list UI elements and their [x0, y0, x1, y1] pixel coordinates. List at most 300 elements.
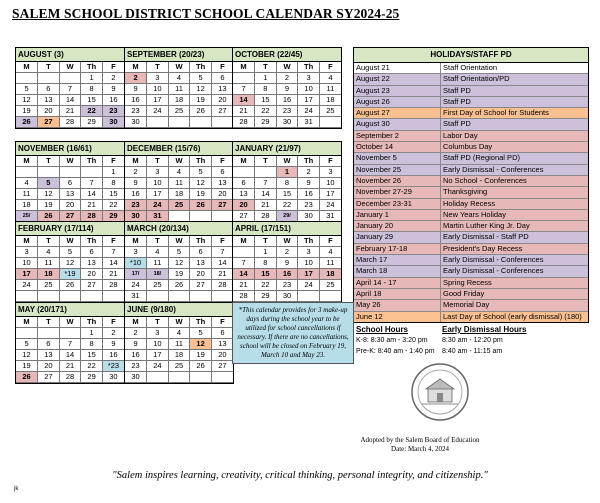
day-cell: *19	[59, 269, 81, 280]
day-cell	[233, 247, 255, 258]
day-cell: 6	[59, 178, 81, 189]
holiday-event: Staff PD	[443, 96, 471, 106]
day-cell: 16	[102, 350, 124, 361]
day-cell: 28	[255, 211, 277, 222]
day-cell: 16	[276, 269, 298, 280]
day-cell: 19	[38, 200, 60, 211]
day-cell: 27	[38, 117, 60, 128]
month-calendar	[15, 302, 125, 384]
weekday-label: F	[102, 317, 124, 328]
day-cell: 25/	[16, 211, 38, 222]
holiday-date: May 26	[354, 300, 441, 310]
month-header: MAY (20/171)	[16, 303, 124, 317]
town-seal-image	[410, 362, 470, 422]
holiday-date: November 25	[354, 165, 441, 175]
day-cell: 5	[190, 73, 212, 84]
day-cell: 3	[319, 167, 341, 178]
weekday-label: M	[16, 236, 38, 247]
day-cell: 22	[255, 280, 277, 291]
day-cell: 23	[276, 280, 298, 291]
holiday-date: August 22	[354, 74, 441, 84]
weekday-label: F	[211, 236, 233, 247]
month-header: SEPTEMBER (20/23)	[125, 48, 233, 62]
day-cell: 24	[16, 280, 38, 291]
day-cell: 7	[59, 339, 81, 350]
day-cell: 9	[125, 339, 147, 350]
day-cell: 4	[168, 167, 190, 178]
day-cell: 30	[125, 372, 147, 383]
day-cell: 11	[147, 258, 169, 269]
holiday-event: Early Dismissal - Conferences	[443, 255, 544, 265]
school-hours-k8: K-8: 8:30 am - 3:20 pm	[356, 337, 428, 344]
early-dismissal-prek: 8:40 am - 11:15 am	[442, 348, 503, 355]
day-cell: 10	[147, 339, 169, 350]
day-cell: 23	[125, 200, 147, 211]
day-cell: *10	[125, 258, 147, 269]
day-cell: 13	[38, 350, 60, 361]
holiday-date: August 21	[354, 63, 441, 73]
day-cell: 24	[147, 361, 169, 372]
day-cell: 28	[211, 280, 233, 291]
day-cell: 19	[16, 361, 38, 372]
day-cell: 4	[319, 247, 341, 258]
holidays-table	[353, 47, 589, 323]
day-cell: 20	[59, 200, 81, 211]
day-cell: 31	[125, 291, 147, 302]
weekday-label: W	[168, 156, 190, 167]
weekday-label: M	[125, 317, 147, 328]
weekday-label: F	[211, 62, 233, 73]
day-cell: 21	[102, 269, 124, 280]
weekday-label: T	[147, 317, 169, 328]
month-header: AUGUST (3)	[16, 48, 124, 62]
weekday-label: F	[319, 62, 341, 73]
weekday-label: F	[211, 156, 233, 167]
holiday-row	[354, 300, 588, 311]
holiday-row	[354, 97, 588, 108]
school-hours-prek: Pre-K: 8:40 am - 1:40 pm	[356, 348, 435, 355]
day-cell: 12	[190, 84, 212, 95]
day-cell: 7	[233, 258, 255, 269]
day-cell: 16	[125, 189, 147, 200]
day-cell: 27	[211, 361, 233, 372]
mission-quote: "Salem inspires learning, creativity, critical thinking, personal integrity, and citizenship."	[112, 470, 488, 481]
holiday-row	[354, 199, 588, 210]
holiday-event: Last Day of School (early dismissal) (180)	[443, 311, 582, 321]
day-cell: 15	[276, 189, 298, 200]
day-cell: 4	[16, 178, 38, 189]
day-cell: 24	[298, 106, 320, 117]
day-cell: 5	[59, 247, 81, 258]
month-calendar	[124, 47, 234, 129]
weekday-label: Th	[190, 156, 212, 167]
holiday-row	[354, 86, 588, 97]
day-cell: 18	[319, 95, 341, 106]
holiday-event: Thanksgiving	[443, 187, 488, 197]
day-cell	[211, 372, 233, 383]
day-cell	[81, 167, 103, 178]
month-header: FEBRUARY (17/114)	[16, 222, 124, 236]
day-cell: 24	[125, 280, 147, 291]
day-cell: 21	[255, 200, 277, 211]
holiday-date: March 17	[354, 255, 441, 265]
day-cell	[38, 328, 60, 339]
holiday-event: Columbus Day	[443, 142, 493, 152]
month-header: JANUARY (21/97)	[233, 142, 341, 156]
day-cell: 23	[125, 106, 147, 117]
day-cell: 16	[276, 95, 298, 106]
day-cell: 9	[276, 258, 298, 269]
day-cell: 12	[190, 178, 212, 189]
day-cell: 11	[168, 339, 190, 350]
holiday-date: August 30	[354, 119, 441, 129]
day-cell: 12	[168, 258, 190, 269]
day-cell: 6	[81, 247, 103, 258]
day-cell: 11	[168, 84, 190, 95]
weekday-label: Th	[190, 236, 212, 247]
day-cell: 2	[276, 247, 298, 258]
day-cell: 28	[59, 372, 81, 383]
day-cell: 14	[102, 258, 124, 269]
holiday-event: New Years Holiday	[443, 209, 506, 219]
day-cell: 16	[102, 95, 124, 106]
day-cell: 11	[38, 258, 60, 269]
day-cell: 24	[298, 280, 320, 291]
day-cell	[168, 291, 190, 302]
holiday-event: Staff PD	[443, 119, 471, 129]
holiday-event: Martin Luther King Jr. Day	[443, 221, 530, 231]
day-cell: 21	[59, 361, 81, 372]
day-cell: 5	[16, 339, 38, 350]
day-cell: 26	[190, 200, 212, 211]
holiday-row	[354, 312, 588, 322]
early-dismissal-heading: Early Dismissal Hours	[442, 325, 527, 334]
weekday-label: T	[38, 156, 60, 167]
holiday-event: Early Dismissal - Staff PD	[443, 232, 529, 242]
day-cell: 19	[190, 350, 212, 361]
day-cell: 29	[102, 211, 124, 222]
weekday-label: M	[125, 62, 147, 73]
weekday-label: W	[276, 156, 298, 167]
weekday-label: W	[168, 62, 190, 73]
day-cell: 3	[147, 167, 169, 178]
day-cell: 2	[276, 73, 298, 84]
weekday-label: Th	[298, 156, 320, 167]
day-cell: 25	[168, 106, 190, 117]
page-title: SALEM SCHOOL DISTRICT SCHOOL CALENDAR SY2024-25	[12, 6, 400, 21]
day-cell: 10	[319, 178, 341, 189]
day-cell: 26	[16, 117, 38, 128]
day-cell	[102, 291, 124, 302]
holiday-date: October 14	[354, 142, 441, 152]
day-cell: 1	[102, 167, 124, 178]
holiday-event: Staff Orientation	[443, 63, 498, 72]
day-cell: 23	[102, 106, 124, 117]
weekday-label: Th	[81, 156, 103, 167]
holiday-event: No School - Conferences	[443, 175, 527, 185]
weekday-label: M	[125, 236, 147, 247]
day-cell: *23	[102, 361, 124, 372]
holiday-row	[354, 176, 588, 187]
day-cell: 14	[211, 258, 233, 269]
weekday-label: Th	[81, 236, 103, 247]
holiday-row	[354, 142, 588, 153]
day-cell: 10	[298, 258, 320, 269]
holiday-row	[354, 210, 588, 221]
weekday-label: M	[16, 156, 38, 167]
day-cell: 5	[190, 328, 212, 339]
day-cell: 17	[147, 189, 169, 200]
day-cell: 6	[211, 167, 233, 178]
holiday-date: January 29	[354, 232, 441, 242]
day-cell: 16	[125, 350, 147, 361]
day-cell: 1	[255, 247, 277, 258]
day-cell: 23	[276, 106, 298, 117]
day-cell: 6	[38, 84, 60, 95]
day-cell	[190, 211, 212, 222]
day-cell: 25	[168, 361, 190, 372]
day-cell: 29/	[276, 211, 298, 222]
day-cell: 3	[147, 73, 169, 84]
day-cell: 27	[190, 280, 212, 291]
day-cell	[147, 291, 169, 302]
day-cell: 29	[255, 117, 277, 128]
day-cell: 30	[102, 117, 124, 128]
day-cell: 13	[81, 258, 103, 269]
weekday-label: M	[233, 236, 255, 247]
holiday-event: Memorial Day	[443, 300, 490, 310]
day-cell: 30	[125, 211, 147, 222]
holiday-date: January 1	[354, 210, 441, 220]
day-cell: 27	[81, 280, 103, 291]
day-cell: 8	[81, 339, 103, 350]
day-cell	[81, 291, 103, 302]
day-cell: 4	[38, 247, 60, 258]
day-cell: 20	[211, 350, 233, 361]
day-cell: 24	[147, 106, 169, 117]
day-cell	[298, 291, 320, 302]
day-cell: 26	[16, 372, 38, 383]
day-cell: 15	[255, 269, 277, 280]
day-cell: 6	[38, 339, 60, 350]
holiday-event: Staff PD	[443, 85, 471, 95]
weekday-label: F	[102, 236, 124, 247]
day-cell: 26	[190, 361, 212, 372]
holiday-row	[354, 108, 588, 119]
day-cell	[38, 291, 60, 302]
holiday-date: November 5	[354, 153, 441, 163]
day-cell	[233, 73, 255, 84]
day-cell: 17	[298, 95, 320, 106]
day-cell: 12	[59, 258, 81, 269]
weekday-label: T	[147, 236, 169, 247]
day-cell: 3	[125, 247, 147, 258]
holidays-header: HOLIDAYS/STAFF PD	[354, 48, 588, 63]
day-cell: 18	[16, 200, 38, 211]
day-cell: 30	[125, 117, 147, 128]
day-cell: 8	[102, 178, 124, 189]
holiday-row	[354, 119, 588, 130]
day-cell: 26	[38, 211, 60, 222]
holiday-row	[354, 153, 588, 164]
day-cell: 3	[298, 247, 320, 258]
day-cell: 18	[319, 269, 341, 280]
day-cell: 27	[233, 211, 255, 222]
day-cell	[16, 328, 38, 339]
day-cell: 30	[298, 211, 320, 222]
day-cell: 31	[298, 117, 320, 128]
day-cell	[38, 73, 60, 84]
author-initials: jk	[14, 486, 19, 492]
day-cell	[211, 117, 233, 128]
day-cell: 5	[168, 247, 190, 258]
day-cell	[59, 291, 81, 302]
weekday-label: Th	[81, 317, 103, 328]
holiday-date: August 26	[354, 97, 441, 107]
day-cell	[211, 211, 233, 222]
day-cell: 25	[168, 200, 190, 211]
weekday-label: T	[147, 62, 169, 73]
day-cell: 14	[59, 95, 81, 106]
day-cell: 7	[102, 247, 124, 258]
weekday-label: W	[276, 62, 298, 73]
day-cell: 7	[59, 84, 81, 95]
weekday-label: T	[38, 236, 60, 247]
day-cell: 1	[81, 73, 103, 84]
holiday-row	[354, 63, 588, 74]
holiday-date: February 17-18	[354, 244, 441, 254]
weekday-label: F	[211, 317, 233, 328]
day-cell: 20	[190, 269, 212, 280]
day-cell: 22	[81, 361, 103, 372]
day-cell: 11	[168, 178, 190, 189]
month-header: NOVEMBER (16/61)	[16, 142, 124, 156]
day-cell: 8	[81, 84, 103, 95]
day-cell: 9	[298, 178, 320, 189]
day-cell: 11	[16, 189, 38, 200]
day-cell: 18	[168, 189, 190, 200]
holiday-date: August 23	[354, 86, 441, 96]
day-cell: 20	[38, 106, 60, 117]
day-cell: 8	[255, 258, 277, 269]
day-cell: 19	[16, 106, 38, 117]
day-cell: 15	[81, 350, 103, 361]
day-cell: 8	[276, 178, 298, 189]
day-cell: 20	[38, 361, 60, 372]
day-cell: 28	[233, 117, 255, 128]
holiday-event: Holiday Recess	[443, 198, 496, 208]
day-cell: 14	[81, 189, 103, 200]
weekday-label: W	[168, 236, 190, 247]
day-cell: 5	[38, 178, 60, 189]
month-header: DECEMBER (15/76)	[125, 142, 233, 156]
holiday-event: Early Dismissal - Conferences	[443, 164, 544, 174]
day-cell: 9	[102, 84, 124, 95]
holiday-event: Spring Recess	[443, 277, 492, 287]
holiday-event: Good Friday	[443, 288, 485, 298]
weekday-label: F	[319, 236, 341, 247]
day-cell: 22	[102, 200, 124, 211]
day-cell	[147, 117, 169, 128]
day-cell	[16, 291, 38, 302]
holiday-date: November 27-29	[354, 187, 441, 197]
month-header: APRIL (17/151)	[233, 222, 341, 236]
weekday-label: F	[102, 156, 124, 167]
day-cell: 21	[211, 269, 233, 280]
holiday-event: First Day of School for Students	[443, 108, 549, 118]
day-cell: 10	[147, 178, 169, 189]
day-cell: 28	[81, 211, 103, 222]
day-cell	[168, 117, 190, 128]
day-cell: 21	[59, 106, 81, 117]
day-cell: 29	[81, 372, 103, 383]
day-cell	[16, 167, 38, 178]
day-cell: 15	[102, 189, 124, 200]
day-cell: 7	[233, 84, 255, 95]
weekday-label: W	[59, 62, 81, 73]
day-cell: 6	[233, 178, 255, 189]
holiday-row	[354, 255, 588, 266]
day-cell: 21	[233, 280, 255, 291]
day-cell: 26	[190, 106, 212, 117]
day-cell: 16	[125, 95, 147, 106]
day-cell: 6	[211, 73, 233, 84]
weekday-label: Th	[298, 236, 320, 247]
day-cell: 30	[276, 117, 298, 128]
adoption-statement	[320, 436, 520, 454]
day-cell: 24	[319, 200, 341, 211]
day-cell: 8	[255, 84, 277, 95]
day-cell: 23	[298, 200, 320, 211]
day-cell: 19	[190, 189, 212, 200]
day-cell: 27	[211, 200, 233, 211]
holiday-date: January 20	[354, 221, 441, 231]
day-cell: 19	[168, 269, 190, 280]
weekday-label: Th	[190, 62, 212, 73]
day-cell: 26	[168, 280, 190, 291]
holiday-event: Labor Day	[443, 130, 478, 140]
holiday-row	[354, 278, 588, 289]
day-cell: 7	[255, 178, 277, 189]
day-cell: 18	[168, 95, 190, 106]
day-cell	[211, 291, 233, 302]
day-cell: 31	[147, 211, 169, 222]
day-cell: 25	[319, 106, 341, 117]
holiday-event: President's Day Recess	[443, 243, 523, 253]
day-cell: 14	[255, 189, 277, 200]
day-cell: 12	[190, 339, 212, 350]
weekday-label: T	[255, 156, 277, 167]
weekday-label: F	[102, 62, 124, 73]
weekday-label: T	[38, 62, 60, 73]
day-cell: 17	[319, 189, 341, 200]
day-cell: 13	[59, 189, 81, 200]
day-cell: 4	[319, 73, 341, 84]
day-cell: 29	[81, 117, 103, 128]
month-header: MARCH (20/134)	[125, 222, 233, 236]
holiday-row	[354, 74, 588, 85]
holiday-date: August 27	[354, 108, 441, 118]
month-calendar	[15, 47, 125, 129]
month-calendar	[124, 221, 234, 303]
day-cell: 22	[255, 106, 277, 117]
day-cell: 30	[102, 372, 124, 383]
day-cell: 1	[81, 328, 103, 339]
day-cell: 16	[298, 189, 320, 200]
holiday-row	[354, 131, 588, 142]
day-cell: 13	[211, 84, 233, 95]
early-dismissal-k8: 8:30 am - 12:20 pm	[442, 337, 503, 344]
